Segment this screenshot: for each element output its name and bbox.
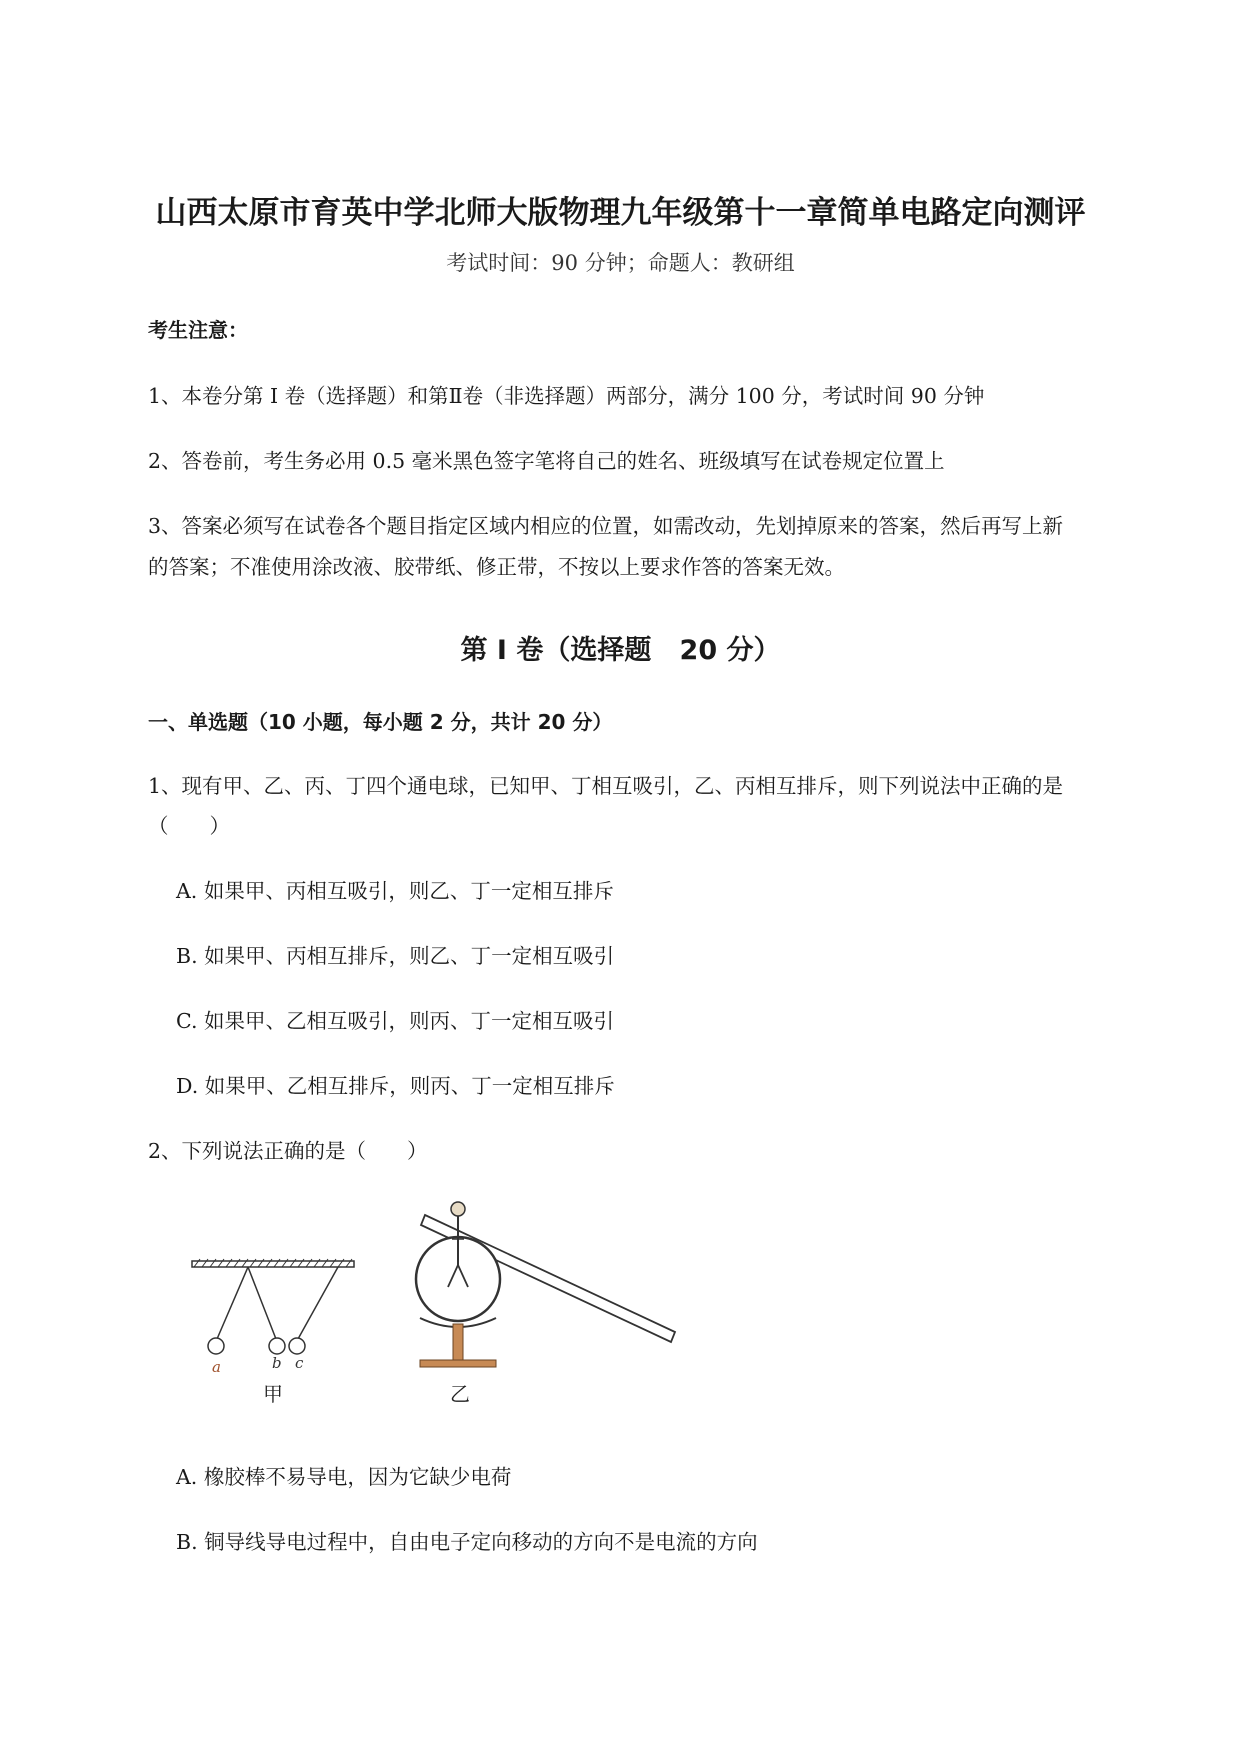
ball-a bbox=[208, 1338, 224, 1354]
page-title: 山西太原市育英中学北师大版物理九年级第十一章简单电路定向测评 bbox=[155, 195, 1086, 231]
metal-ball bbox=[451, 1202, 465, 1216]
question-2-option-a: A. 橡胶棒不易导电，因为它缺少电荷 bbox=[176, 1465, 512, 1489]
ball-c bbox=[289, 1338, 305, 1354]
ball-b bbox=[269, 1338, 285, 1354]
pendulum-figure bbox=[192, 1259, 354, 1405]
question-2-stem: 2、下列说法正确的是（ ） bbox=[148, 1139, 428, 1163]
question-1-option-d: D. 如果甲、乙相互排斥，则丙、丁一定相互排斥 bbox=[176, 1074, 615, 1098]
question-1-option-c: C. 如果甲、乙相互吸引，则丙、丁一定相互吸引 bbox=[176, 1009, 614, 1033]
notice-item-1: 1、本卷分第 I 卷（选择题）和第Ⅱ卷（非选择题）两部分，满分 100 分，考试时间 90 分钟 bbox=[148, 384, 985, 408]
notice-item-3: 3、答案必须写在试卷各个题目指定区域内相应的位置，如需改动，先划掉原来的答案，然后再写上新 bbox=[148, 514, 1064, 538]
ball-label-a: a bbox=[212, 1358, 221, 1376]
caption-yi: 乙 bbox=[450, 1382, 470, 1405]
section-title: 第 I 卷（选择题 20 分） bbox=[460, 635, 781, 666]
question-2-option-b: B. 铜导线导电过程中，自由电子定向移动的方向不是电流的方向 bbox=[176, 1530, 758, 1554]
ball-label-b: b bbox=[272, 1354, 282, 1372]
notice-item-3-cont: 的答案；不准使用涂改液、胶带纸、修正带，不按以上要求作答的答案无效。 bbox=[148, 555, 845, 579]
electroscope-base bbox=[420, 1360, 496, 1367]
exam-info: 考试时间：90 分钟；命题人：教研组 bbox=[446, 251, 795, 275]
question-1-blank: （ ） bbox=[148, 814, 230, 838]
caption-jia: 甲 bbox=[263, 1382, 283, 1405]
notice-item-2: 2、答卷前，考生务必用 0.5 毫米黑色签字笔将自己的姓名、班级填写在试卷规定位置上 bbox=[148, 449, 945, 473]
notice-heading: 考生注意： bbox=[148, 318, 248, 342]
question-2-figure bbox=[180, 1195, 700, 1405]
electroscope-figure bbox=[416, 1202, 675, 1405]
question-1-option-a: A. 如果甲、丙相互吸引，则乙、丁一定相互排斥 bbox=[176, 879, 614, 903]
ball-label-c: c bbox=[295, 1354, 304, 1372]
question-1-stem: 1、现有甲、乙、丙、丁四个通电球，已知甲、丁相互吸引，乙、丙相互排斥，则下列说法中正确的是 bbox=[148, 774, 1064, 798]
part-heading: 一、单选题（10 小题，每小题 2 分，共计 20 分） bbox=[148, 710, 613, 734]
question-1-option-b: B. 如果甲、丙相互排斥，则乙、丁一定相互吸引 bbox=[176, 944, 615, 968]
